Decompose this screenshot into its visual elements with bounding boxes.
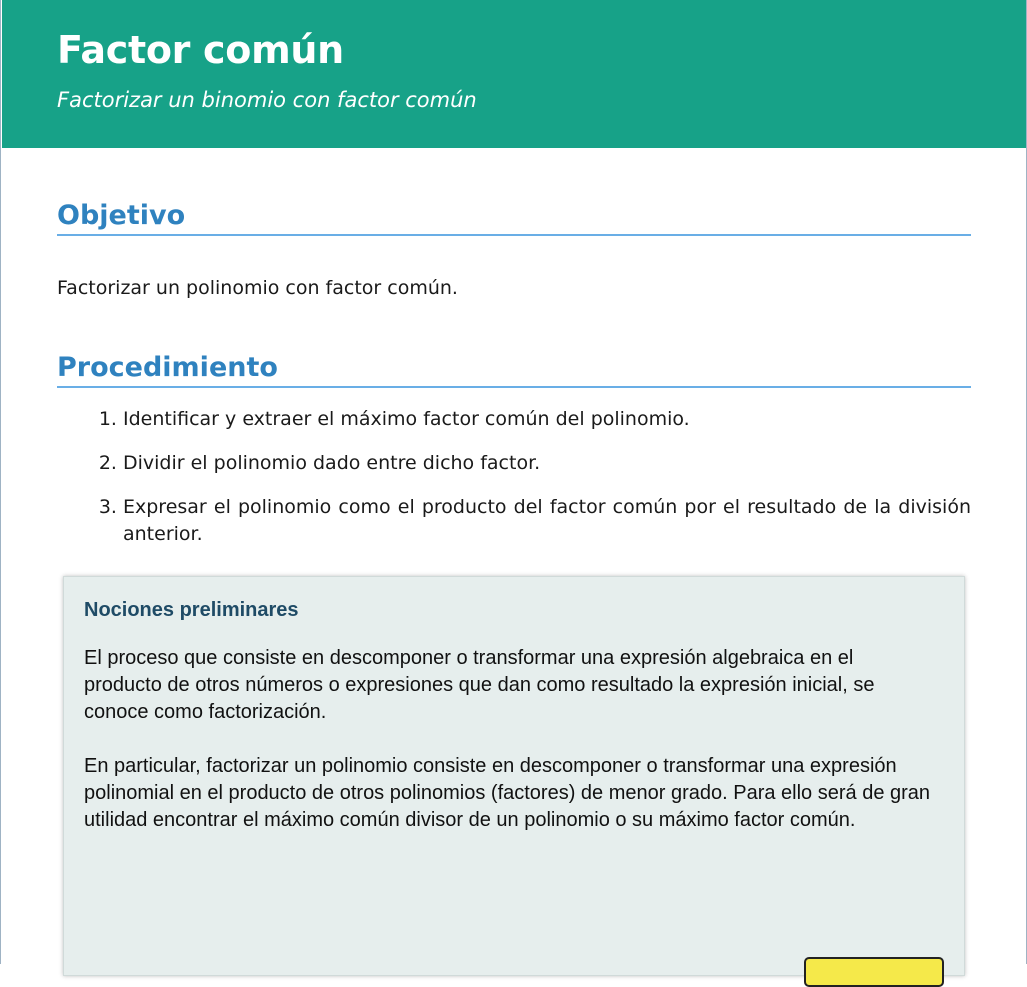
- objective-text: Factorizar un polinomio con factor común.: [57, 277, 458, 299]
- preliminaries-paragraph-2: En particular, factorizar un polinomio consiste en descomponer o transformar una expresión polinomial en el producto de otros polinomios (factores) de menor grado. Para ello será de gran utilidad encontrar el máximo común divisor de un polinomio o su máximo factor común.: [84, 755, 931, 831]
- procedure-heading: Procedimiento: [57, 352, 971, 388]
- preliminaries-heading: Nociones preliminares: [84, 599, 299, 621]
- page-subtitle: Factorizar un binomio con factor común: [57, 88, 477, 112]
- preliminaries-paragraph-1: El proceso que consiste en descomponer o transformar una expresión algebraica en el producto de otros números o expresiones que dan como resultado la expresión inicial, se conoce como factorización.: [84, 647, 875, 723]
- continue-button[interactable]: [804, 957, 944, 987]
- procedure-step-2: 2. Dividir el polinomio dado entre dicho factor.: [123, 450, 971, 477]
- procedure-step-3: 3. Expresar el polinomio como el producto del factor común por el resultado de la división anterior.: [123, 494, 971, 548]
- procedure-step-1: 1. Identificar y extraer el máximo factor común del polinomio.: [123, 406, 971, 433]
- procedure-steps: [57, 406, 971, 565]
- preliminaries-box: [63, 576, 965, 976]
- page-title: Factor común: [57, 28, 344, 72]
- page-header: [2, 0, 1026, 148]
- objective-heading: Objetivo: [57, 200, 971, 236]
